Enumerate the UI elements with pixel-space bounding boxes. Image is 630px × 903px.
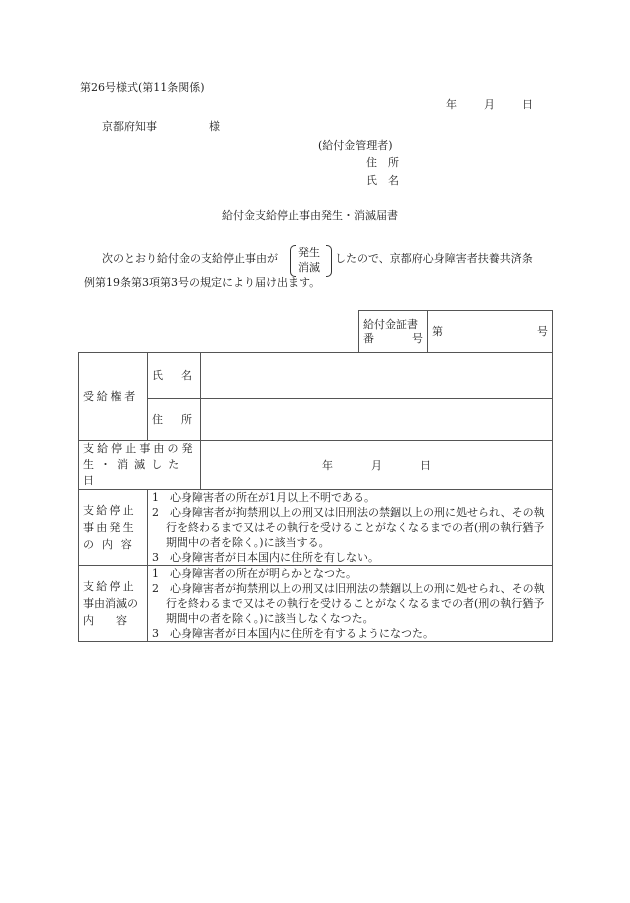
date-month: 月 xyxy=(371,458,382,472)
day-label: 日 xyxy=(522,98,533,111)
occurrence-label-line3: の 内 容 xyxy=(83,538,134,551)
option-occurrence: 発生 xyxy=(298,246,320,259)
submitter-name-label: 氏 名 xyxy=(366,174,399,187)
extinction-item: 2 心身障害者が拘禁刑以上の刑又は旧刑法の禁錮以上の刑に処せられ、その執行を終わるまで又はその執行を受けることがなくなるまでの者(刑の執行猶予期間中の者を除く。)に該当しなくなつた。 xyxy=(152,582,545,625)
occurrence-extinction-brace xyxy=(290,245,332,277)
prefix-dai: 第 xyxy=(432,325,443,338)
occurrence-item: 3 心身障害者が日本国内に住所を有しない。 xyxy=(152,551,379,564)
date-label xyxy=(79,441,201,490)
right-brace xyxy=(326,245,332,277)
submission-date xyxy=(446,98,533,112)
date-label-line1: 支給停止事由の発 xyxy=(83,442,196,455)
addressee xyxy=(102,120,220,134)
occurrence-items xyxy=(148,490,553,566)
suffix-go: 号 xyxy=(537,325,548,338)
document-title: 給付金支給停止事由発生・消滅届書 xyxy=(222,209,398,222)
addressee-honorific: 様 xyxy=(209,120,220,133)
date-field[interactable] xyxy=(201,441,553,490)
occurrence-label xyxy=(79,490,148,566)
label-ban: 番 xyxy=(363,331,374,345)
occurrence-item: 2 心身障害者が拘禁刑以上の刑又は旧刑法の禁錮以上の刑に処せられ、その執行を終わるまで又はその執行を受けることがなくなるまでの者(刑の執行猶予期間中の者を除く。)に該当する。 xyxy=(152,506,545,549)
certificate-label-line1: 給付金証書 xyxy=(363,317,418,331)
extinction-label-line3: 内 容 xyxy=(83,614,127,627)
body-text-after: したので、京都府心身障害者扶養共済条 xyxy=(335,252,533,265)
label-shi: 氏 xyxy=(152,369,163,382)
extinction-label-line2: 事由消滅の xyxy=(83,597,138,610)
year-label: 年 xyxy=(446,98,457,111)
date-year: 年 xyxy=(322,458,333,472)
label-ju: 住 xyxy=(152,413,163,426)
submitter-address-label: 住 所 xyxy=(366,156,399,169)
label-mei: 名 xyxy=(181,369,192,382)
body-text-line2: 例第19条第3項第3号の規定により届け出ます。 xyxy=(84,276,321,289)
notification-table xyxy=(78,352,553,642)
certificate-number-field[interactable] xyxy=(428,311,553,353)
body-text-before: 次のとおり給付金の支給停止事由が xyxy=(102,252,278,265)
date-day: 日 xyxy=(420,458,431,472)
form-number: 第26号様式(第11条関係) xyxy=(80,81,205,94)
occurrence-item: 1 心身障害者の所在が1月以上不明である。 xyxy=(152,491,375,504)
recipient-label: 受給権者 xyxy=(79,353,148,441)
extinction-item: 3 心身障害者が日本国内に住所を有するようになつた。 xyxy=(152,627,434,640)
recipient-address-label xyxy=(148,399,201,441)
month-label: 月 xyxy=(484,98,495,111)
extinction-item: 1 心身障害者の所在が明らかとなつた。 xyxy=(152,567,357,580)
recipient-name-label xyxy=(148,353,201,399)
occurrence-label-line1: 支給停止 xyxy=(83,504,136,517)
option-extinction: 消滅 xyxy=(298,261,320,274)
recipient-address-field[interactable] xyxy=(201,399,553,441)
date-label-line2: 生・消滅した日 xyxy=(83,458,186,487)
certificate-label-line2 xyxy=(363,332,423,346)
recipient-name-field[interactable] xyxy=(201,353,553,399)
certificate-number-table xyxy=(358,310,553,353)
extinction-label xyxy=(79,566,148,642)
extinction-label-line1: 支給停止 xyxy=(83,580,136,593)
label-go: 号 xyxy=(412,331,423,345)
left-brace xyxy=(290,245,296,277)
label-sho: 所 xyxy=(181,413,192,426)
submitter-role: (給付金管理者) xyxy=(318,139,393,152)
addressee-name: 京都府知事 xyxy=(102,120,157,133)
certificate-number-label xyxy=(359,311,428,353)
occurrence-label-line2: 事由発生 xyxy=(83,521,136,534)
extinction-items xyxy=(148,566,553,642)
